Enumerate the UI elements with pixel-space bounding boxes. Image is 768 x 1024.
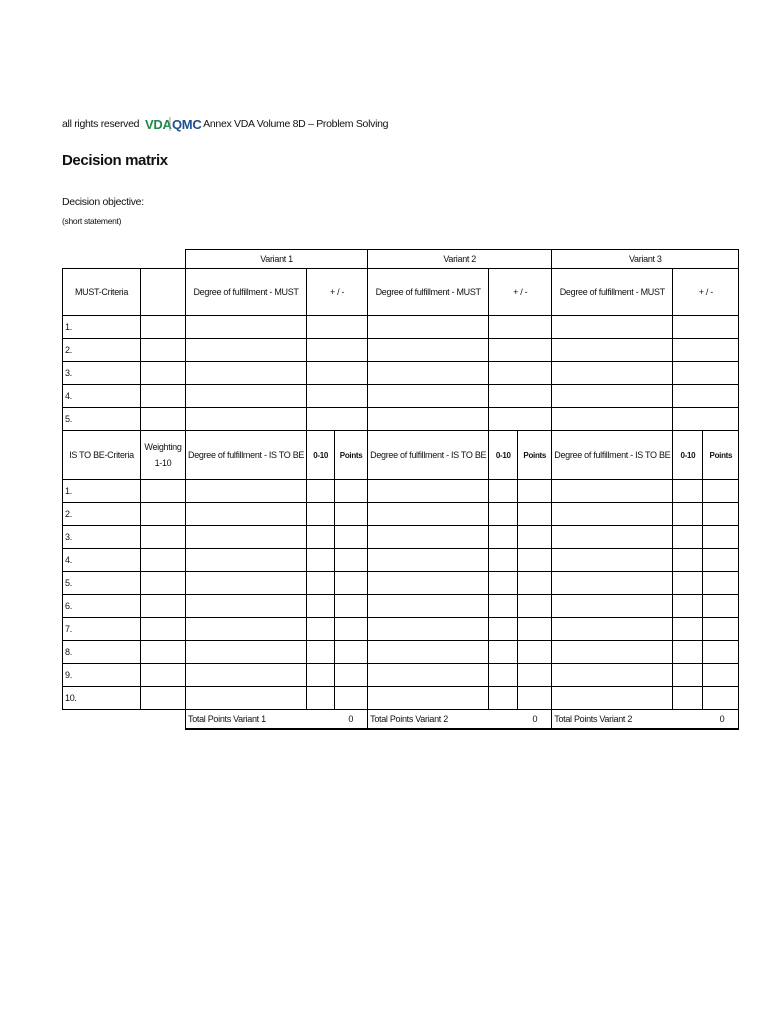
objective-label: Decision objective: (62, 196, 144, 208)
istobe-fulfillment-cell[interactable] (552, 618, 673, 641)
scale-header: 0-10 (673, 431, 703, 480)
istobe-fulfillment-cell[interactable] (368, 618, 489, 641)
scale-cell[interactable] (673, 572, 703, 595)
scale-cell[interactable] (307, 549, 335, 572)
scale-cell[interactable] (307, 618, 335, 641)
must-plus-minus-header: + / - (673, 269, 739, 316)
weighting-cell[interactable] (141, 595, 186, 618)
points-cell[interactable] (703, 549, 739, 572)
istobe-fulfillment-cell[interactable] (186, 618, 307, 641)
must-plus-minus-cell[interactable] (489, 362, 552, 385)
points-cell[interactable] (518, 618, 552, 641)
points-cell[interactable] (518, 572, 552, 595)
scale-cell[interactable] (307, 526, 335, 549)
totals-row (63, 710, 739, 730)
must-plus-minus-cell[interactable] (673, 316, 739, 339)
points-cell[interactable] (518, 549, 552, 572)
istobe-fulfillment-cell[interactable] (368, 641, 489, 664)
points-cell[interactable] (335, 687, 368, 710)
decision-matrix-table (62, 249, 739, 730)
points-cell[interactable] (335, 595, 368, 618)
istobe-fulfillment-cell[interactable] (552, 641, 673, 664)
istobe-fulfillment-header: Degree of fulfillment - IS TO BE (186, 431, 307, 480)
istobe-fulfillment-cell[interactable] (368, 664, 489, 687)
points-cell[interactable] (703, 503, 739, 526)
total-value: 0 (719, 714, 725, 724)
points-header: Points (703, 431, 739, 480)
total-variant-1 (186, 710, 368, 730)
points-cell[interactable] (703, 641, 739, 664)
istobe-fulfillment-cell[interactable] (368, 595, 489, 618)
istobe-criteria-row (63, 526, 739, 549)
points-cell[interactable] (518, 526, 552, 549)
must-extra-cell[interactable] (141, 362, 186, 385)
must-extra-cell[interactable] (141, 385, 186, 408)
scale-header: 0-10 (307, 431, 335, 480)
weighting-header (141, 431, 186, 480)
total-value: 0 (532, 714, 538, 724)
weighting-cell[interactable] (141, 503, 186, 526)
istobe-fulfillment-cell[interactable] (186, 664, 307, 687)
scale-cell[interactable] (673, 687, 703, 710)
istobe-criteria-row (63, 664, 739, 687)
istobe-criteria-cell[interactable]: 6. (63, 595, 141, 618)
scale-cell[interactable] (673, 595, 703, 618)
istobe-fulfillment-cell[interactable] (186, 503, 307, 526)
istobe-criteria-row (63, 549, 739, 572)
istobe-criteria-cell[interactable]: 3. (63, 526, 141, 549)
must-criteria-cell[interactable]: 3. (63, 362, 141, 385)
points-cell[interactable] (518, 664, 552, 687)
weighting-cell[interactable] (141, 618, 186, 641)
must-criteria-row (63, 385, 739, 408)
points-cell[interactable] (703, 687, 739, 710)
variant-1-header: Variant 1 (186, 250, 368, 269)
istobe-criteria-row (63, 503, 739, 526)
istobe-fulfillment-cell[interactable] (552, 595, 673, 618)
scale-cell[interactable] (307, 687, 335, 710)
document-header (62, 114, 389, 134)
scale-cell[interactable] (307, 595, 335, 618)
istobe-fulfillment-cell[interactable] (552, 549, 673, 572)
scale-cell[interactable] (673, 526, 703, 549)
weighting-cell[interactable] (141, 572, 186, 595)
points-cell[interactable] (703, 480, 739, 503)
scale-cell[interactable] (489, 618, 518, 641)
variant-2-header: Variant 2 (368, 250, 552, 269)
points-header: Points (518, 431, 552, 480)
must-extra-cell[interactable] (141, 339, 186, 362)
must-criteria-row (63, 316, 739, 339)
scale-cell[interactable] (489, 595, 518, 618)
points-cell[interactable] (518, 641, 552, 664)
must-criteria-cell[interactable]: 4. (63, 385, 141, 408)
istobe-criteria-cell[interactable]: 1. (63, 480, 141, 503)
istobe-fulfillment-header: Degree of fulfillment - IS TO BE (368, 431, 489, 480)
weighting-cell[interactable] (141, 664, 186, 687)
istobe-criteria-cell[interactable]: 10. (63, 687, 141, 710)
scale-cell[interactable] (673, 664, 703, 687)
istobe-fulfillment-cell[interactable] (552, 526, 673, 549)
istobe-fulfillment-cell[interactable] (186, 480, 307, 503)
must-plus-minus-cell[interactable] (673, 408, 739, 431)
must-plus-minus-cell[interactable] (307, 385, 368, 408)
points-cell[interactable] (335, 572, 368, 595)
points-cell[interactable] (703, 664, 739, 687)
total-value: 0 (348, 714, 354, 724)
must-criteria-cell[interactable]: 1. (63, 316, 141, 339)
totals-blank (63, 710, 186, 730)
scale-cell[interactable] (489, 549, 518, 572)
weighting-cell[interactable] (141, 480, 186, 503)
istobe-criteria-row (63, 687, 739, 710)
must-plus-minus-cell[interactable] (673, 339, 739, 362)
istobe-criteria-row (63, 641, 739, 664)
points-cell[interactable] (335, 526, 368, 549)
must-fulfillment-header: Degree of fulfillment - MUST (552, 269, 673, 316)
must-criteria-cell[interactable]: 5. (63, 408, 141, 431)
scale-cell[interactable] (307, 664, 335, 687)
istobe-fulfillment-cell[interactable] (552, 687, 673, 710)
points-cell[interactable] (518, 480, 552, 503)
total-label: Total Points Variant 2 (554, 714, 633, 724)
istobe-fulfillment-cell[interactable] (552, 503, 673, 526)
must-criteria-row (63, 362, 739, 385)
scale-cell[interactable] (489, 664, 518, 687)
istobe-fulfillment-header: Degree of fulfillment - IS TO BE (552, 431, 673, 480)
total-label: Total Points Variant 1 (188, 714, 266, 724)
variant-3-header: Variant 3 (552, 250, 739, 269)
must-fulfillment-cell[interactable] (368, 385, 489, 408)
points-cell[interactable] (335, 503, 368, 526)
scale-cell[interactable] (673, 503, 703, 526)
must-plus-minus-cell[interactable] (307, 316, 368, 339)
scale-cell[interactable] (489, 687, 518, 710)
istobe-fulfillment-cell[interactable] (186, 572, 307, 595)
weighting-cell[interactable] (141, 687, 186, 710)
must-criteria-header: MUST-Criteria (63, 269, 141, 316)
istobe-criteria-header: IS TO BE-Criteria (63, 431, 141, 480)
istobe-criteria-cell[interactable]: 4. (63, 549, 141, 572)
must-extra-cell[interactable] (141, 408, 186, 431)
points-cell[interactable] (518, 503, 552, 526)
points-cell[interactable] (518, 687, 552, 710)
must-fulfillment-cell[interactable] (186, 362, 307, 385)
istobe-fulfillment-cell[interactable] (368, 687, 489, 710)
annex-title: Annex VDA Volume 8D – Problem Solving (203, 118, 389, 130)
must-plus-minus-cell[interactable] (489, 408, 552, 431)
scale-cell[interactable] (489, 572, 518, 595)
weighting-range: 1-10 (154, 458, 172, 468)
must-fulfillment-cell[interactable] (368, 339, 489, 362)
must-plus-minus-cell[interactable] (307, 408, 368, 431)
scale-cell[interactable] (673, 618, 703, 641)
istobe-fulfillment-cell[interactable] (368, 526, 489, 549)
must-fulfillment-cell[interactable] (368, 408, 489, 431)
must-fulfillment-cell[interactable] (368, 362, 489, 385)
vda-qmc-logo-icon (145, 115, 202, 133)
qmc-logo-text: QMC (172, 117, 202, 132)
istobe-fulfillment-cell[interactable] (186, 595, 307, 618)
points-cell[interactable] (335, 641, 368, 664)
vda-qmc-logo (145, 115, 202, 133)
points-header: Points (335, 431, 368, 480)
scale-cell[interactable] (489, 503, 518, 526)
blank-corner (63, 250, 186, 269)
points-cell[interactable] (335, 480, 368, 503)
scale-cell[interactable] (307, 480, 335, 503)
weighting-cell[interactable] (141, 641, 186, 664)
istobe-fulfillment-cell[interactable] (186, 549, 307, 572)
istobe-criteria-row (63, 618, 739, 641)
must-plus-minus-cell[interactable] (673, 362, 739, 385)
istobe-criteria-cell[interactable]: 9. (63, 664, 141, 687)
must-header-row (63, 269, 739, 316)
scale-cell[interactable] (307, 641, 335, 664)
must-fulfillment-header: Degree of fulfillment - MUST (368, 269, 489, 316)
must-plus-minus-cell[interactable] (307, 339, 368, 362)
istobe-fulfillment-cell[interactable] (552, 664, 673, 687)
points-cell[interactable] (335, 618, 368, 641)
must-plus-minus-cell[interactable] (489, 339, 552, 362)
istobe-fulfillment-cell[interactable] (186, 687, 307, 710)
must-extra-cell[interactable] (141, 316, 186, 339)
must-fulfillment-cell[interactable] (552, 385, 673, 408)
points-cell[interactable] (518, 595, 552, 618)
total-variant-3 (552, 710, 739, 730)
must-fulfillment-cell[interactable] (186, 385, 307, 408)
must-criteria-row (63, 339, 739, 362)
points-cell[interactable] (703, 618, 739, 641)
points-cell[interactable] (703, 572, 739, 595)
istobe-header-row (63, 431, 739, 480)
weighting-label: Weighting (144, 442, 182, 452)
must-fulfillment-cell[interactable] (186, 316, 307, 339)
must-fulfillment-cell[interactable] (552, 316, 673, 339)
scale-cell[interactable] (489, 526, 518, 549)
must-plus-minus-cell[interactable] (489, 385, 552, 408)
must-criteria-cell[interactable]: 2. (63, 339, 141, 362)
istobe-criteria-cell[interactable]: 2. (63, 503, 141, 526)
must-fulfillment-cell[interactable] (186, 339, 307, 362)
istobe-criteria-cell[interactable]: 7. (63, 618, 141, 641)
istobe-criteria-cell[interactable]: 8. (63, 641, 141, 664)
page-title: Decision matrix (62, 152, 168, 169)
istobe-fulfillment-cell[interactable] (186, 526, 307, 549)
scale-cell[interactable] (489, 641, 518, 664)
istobe-fulfillment-cell[interactable] (368, 503, 489, 526)
weighting-cell[interactable] (141, 526, 186, 549)
scale-cell[interactable] (673, 480, 703, 503)
must-fulfillment-header: Degree of fulfillment - MUST (186, 269, 307, 316)
scale-cell[interactable] (673, 641, 703, 664)
objective-hint: (short statement) (62, 216, 122, 226)
points-cell[interactable] (703, 595, 739, 618)
must-plus-minus-cell[interactable] (307, 362, 368, 385)
total-variant-2 (368, 710, 552, 730)
istobe-fulfillment-cell[interactable] (552, 480, 673, 503)
must-plus-minus-header: + / - (489, 269, 552, 316)
variant-header-row (63, 250, 739, 269)
scale-cell[interactable] (307, 572, 335, 595)
istobe-fulfillment-cell[interactable] (552, 572, 673, 595)
must-fulfillment-cell[interactable] (368, 316, 489, 339)
points-cell[interactable] (335, 549, 368, 572)
istobe-criteria-row (63, 595, 739, 618)
istobe-fulfillment-cell[interactable] (368, 549, 489, 572)
rights-text: all rights reserved (62, 118, 140, 130)
must-fulfillment-cell[interactable] (552, 408, 673, 431)
must-plus-minus-cell[interactable] (673, 385, 739, 408)
istobe-fulfillment-cell[interactable] (368, 572, 489, 595)
vda-logo-text: VDA (145, 117, 172, 132)
must-plus-minus-cell[interactable] (489, 316, 552, 339)
istobe-fulfillment-cell[interactable] (368, 480, 489, 503)
istobe-criteria-cell[interactable]: 5. (63, 572, 141, 595)
scale-cell[interactable] (489, 480, 518, 503)
must-fulfillment-cell[interactable] (186, 408, 307, 431)
istobe-fulfillment-cell[interactable] (186, 641, 307, 664)
istobe-criteria-row (63, 572, 739, 595)
points-cell[interactable] (703, 526, 739, 549)
must-fulfillment-cell[interactable] (552, 339, 673, 362)
total-label: Total Points Variant 2 (370, 714, 448, 724)
scale-cell[interactable] (673, 549, 703, 572)
weighting-cell[interactable] (141, 549, 186, 572)
must-fulfillment-cell[interactable] (552, 362, 673, 385)
points-cell[interactable] (335, 664, 368, 687)
must-criteria-row (63, 408, 739, 431)
scale-cell[interactable] (307, 503, 335, 526)
must-spacer-cell (141, 269, 186, 316)
scale-header: 0-10 (489, 431, 518, 480)
must-plus-minus-header: + / - (307, 269, 368, 316)
istobe-criteria-row (63, 480, 739, 503)
